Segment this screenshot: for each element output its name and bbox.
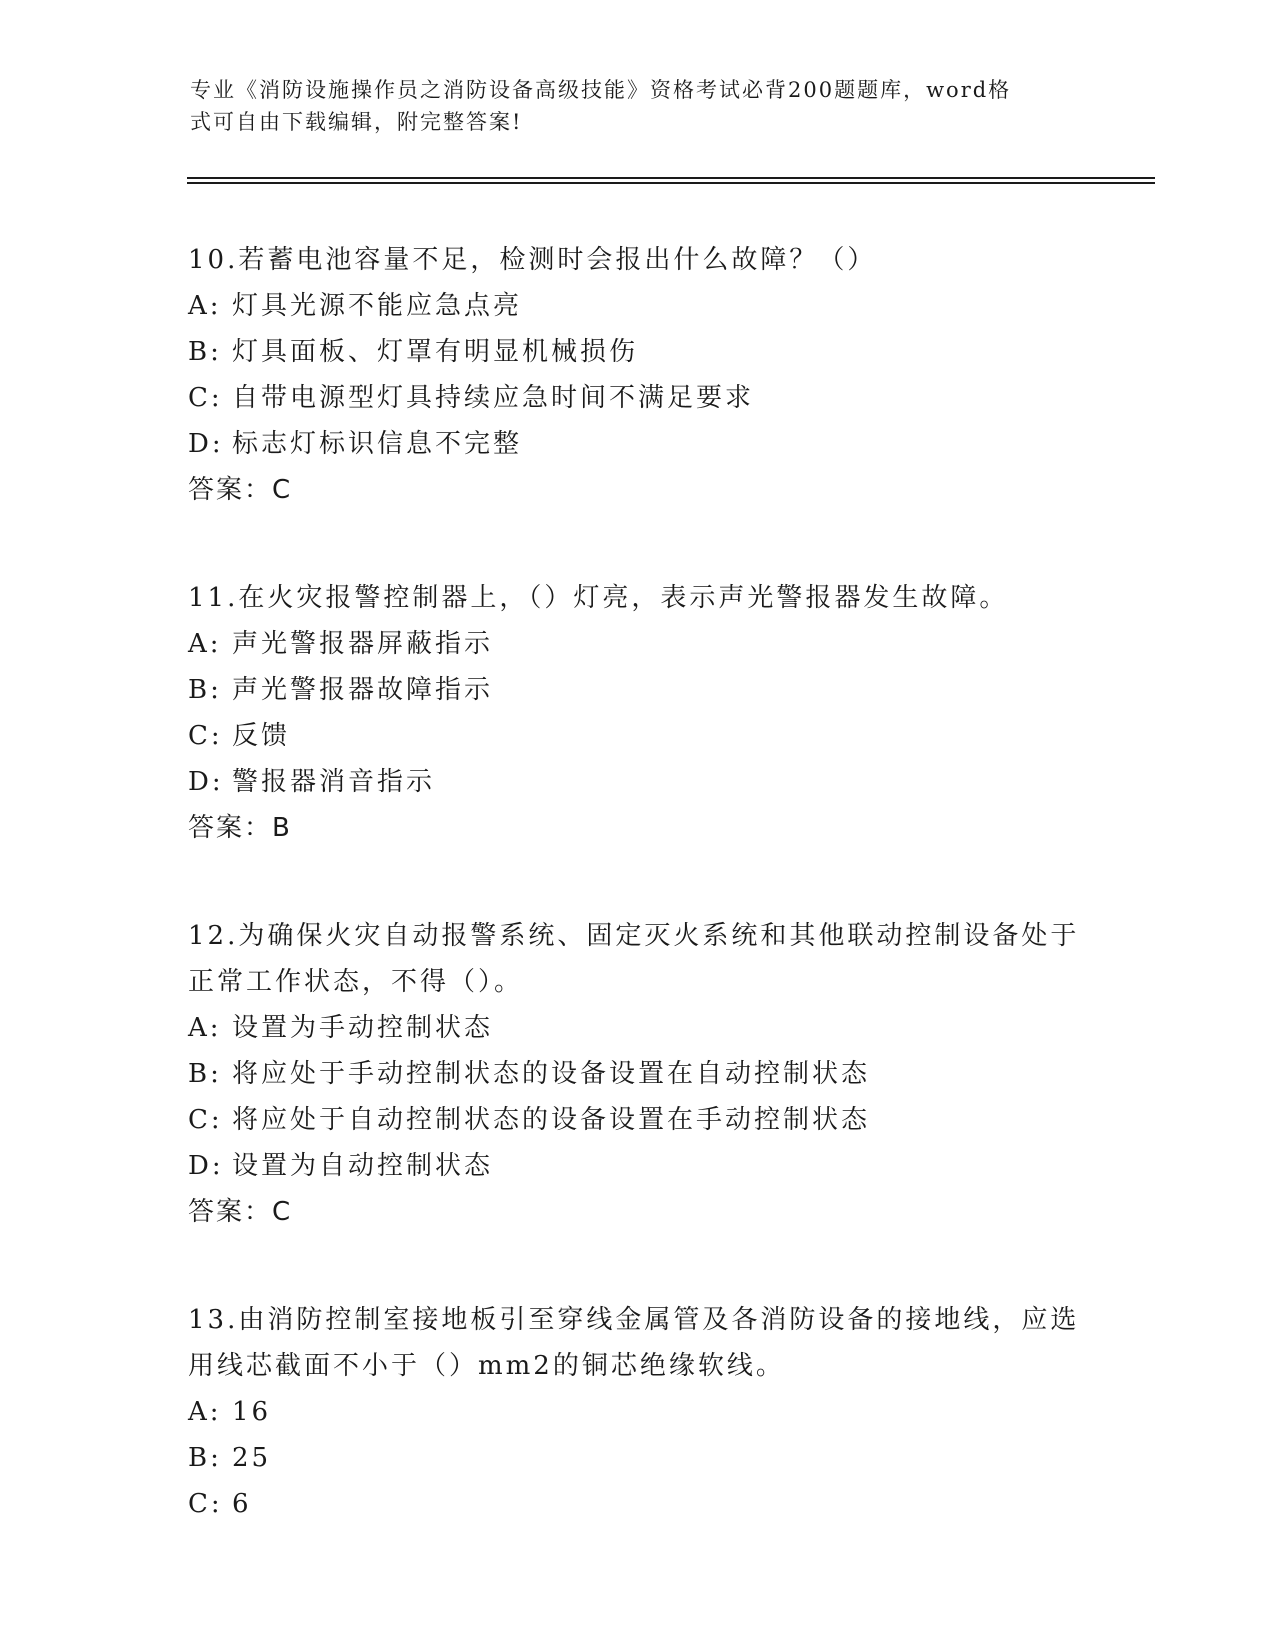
question-list	[188, 237, 1088, 1589]
answer-option	[188, 421, 1088, 467]
option-key: C:	[188, 721, 223, 751]
option-text: 声光警报器屏蔽指示	[232, 629, 494, 659]
answer-option	[188, 1389, 1088, 1435]
answer-option	[188, 713, 1088, 759]
option-text: 6	[232, 1489, 252, 1519]
question-stem: 用线芯截面不小于（）mm2的铜芯绝缘软线。	[188, 1351, 785, 1381]
option-key: A:	[188, 629, 222, 659]
question-block	[188, 913, 1088, 1235]
option-text: 将应处于自动控制状态的设备设置在手动控制状态	[232, 1105, 871, 1135]
option-key: C:	[188, 1489, 223, 1519]
option-text: 警报器消音指示	[232, 767, 436, 797]
question-stem: 13.由消防控制室接地板引至穿线金属管及各消防设备的接地线，应选	[188, 1305, 1080, 1335]
question-stem: 10.若蓄电池容量不足，检测时会报出什么故障？（）	[188, 245, 877, 275]
question-block	[188, 575, 1088, 851]
option-text: 反馈	[232, 721, 291, 751]
option-text: 灯具光源不能应急点亮	[232, 291, 523, 321]
option-key: B:	[188, 1059, 222, 1089]
option-text: 25	[232, 1443, 272, 1473]
answer-line: 答案：C	[188, 475, 293, 505]
answer-option	[188, 759, 1088, 805]
option-text: 设置为手动控制状态	[232, 1013, 494, 1043]
header-line-1: 专业《消防设施操作员之消防设备高级技能》资格考试必背200题题库，word格	[190, 78, 1012, 102]
option-key: A:	[188, 1397, 222, 1427]
answer-option	[188, 621, 1088, 667]
question-stem: 12.为确保火灾自动报警系统、固定灭火系统和其他联动控制设备处于	[188, 921, 1080, 951]
answer-line: 答案：C	[188, 1197, 293, 1227]
option-text: 灯具面板、灯罩有明显机械损伤	[232, 337, 639, 367]
answer-option	[188, 1097, 1088, 1143]
header-line-2: 式可自由下载编辑，附完整答案!	[190, 110, 523, 134]
answer-line: 答案：B	[188, 813, 292, 843]
option-key: B:	[188, 337, 222, 367]
option-key: D:	[188, 429, 224, 459]
option-key: A:	[188, 1013, 222, 1043]
option-key: C:	[188, 1105, 223, 1135]
answer-option	[188, 1051, 1088, 1097]
answer-option	[188, 375, 1088, 421]
option-text: 声光警报器故障指示	[232, 675, 494, 705]
answer-option	[188, 1435, 1088, 1481]
answer-option	[188, 667, 1088, 713]
option-key: D:	[188, 767, 224, 797]
option-text: 标志灯标识信息不完整	[232, 429, 523, 459]
question-stem: 11.在火灾报警控制器上，（）灯亮，表示声光警报器发生故障。	[188, 583, 1009, 613]
question-block	[188, 237, 1088, 513]
option-key: B:	[188, 1443, 222, 1473]
question-stem: 正常工作状态，不得（）。	[188, 967, 524, 997]
header-divider-bottom	[187, 182, 1155, 184]
option-key: C:	[188, 383, 223, 413]
option-key: D:	[188, 1151, 224, 1181]
answer-option	[188, 1005, 1088, 1051]
option-text: 设置为自动控制状态	[232, 1151, 494, 1181]
document-header	[190, 74, 1070, 138]
answer-option	[188, 283, 1088, 329]
answer-option	[188, 1481, 1088, 1527]
option-text: 16	[232, 1397, 272, 1427]
question-block	[188, 1297, 1088, 1527]
answer-option	[188, 1143, 1088, 1189]
option-text: 自带电源型灯具持续应急时间不满足要求	[232, 383, 755, 413]
header-divider-top	[187, 177, 1155, 179]
option-text: 将应处于手动控制状态的设备设置在自动控制状态	[232, 1059, 871, 1089]
option-key: B:	[188, 675, 222, 705]
answer-option	[188, 329, 1088, 375]
option-key: A:	[188, 291, 222, 321]
